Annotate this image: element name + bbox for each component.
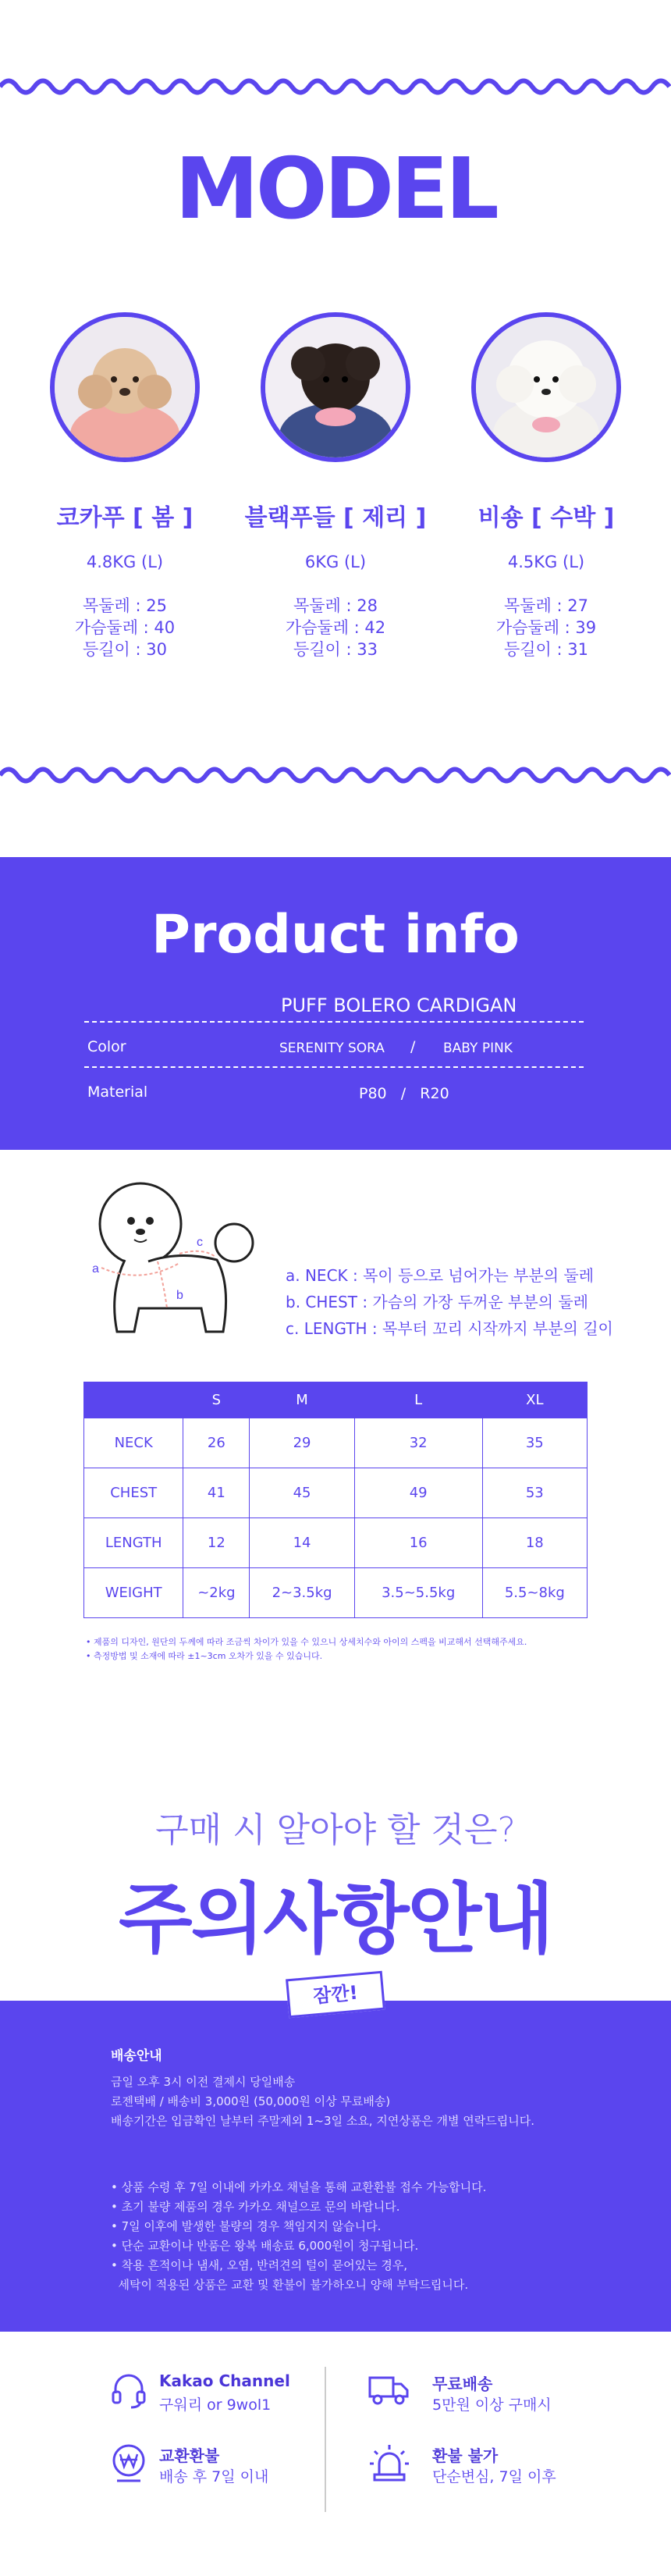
table-row — [84, 1468, 588, 1518]
model-neck: 목둘레 : 28 — [293, 596, 378, 615]
wave-divider-bottom — [0, 763, 671, 787]
table-cell: WEIGHT — [84, 1568, 183, 1618]
exchange-line: • 7일 이후에 발생한 불량의 경우 책임지지 않습니다. — [111, 2219, 382, 2233]
measure-chest-text: b. CHEST : 가슴의 가장 두꺼운 부분의 둘레 — [286, 1293, 589, 1311]
shipping-line: 로젠택배 / 배송비 3,000원 (50,000원 이상 무료배송) — [111, 2094, 391, 2108]
table-cell: 49 — [354, 1468, 482, 1518]
exchange-line: • 상품 수령 후 7일 이내에 카카오 채널을 통해 교환환불 접수 가능합니다. — [111, 2180, 487, 2194]
footer-title: 환불 불가 — [432, 2446, 499, 2465]
color-value-1: SERENITY SORA — [279, 1041, 385, 1056]
model-photo-bom — [50, 312, 200, 462]
notice-subtitle: 구매 시 알아야 할 것은? — [155, 1810, 516, 1850]
model-card-jerry — [226, 312, 445, 660]
model-stats — [437, 595, 655, 660]
model-weight: 4.5KG (L) — [507, 553, 585, 571]
footer-sub: 5만원 이상 구매시 — [432, 2396, 552, 2414]
dog-measure-illustration — [86, 1176, 273, 1355]
table-cell: 53 — [482, 1468, 587, 1518]
table-cell: 14 — [250, 1518, 354, 1568]
model-chest: 가슴둘레 : 40 — [74, 618, 176, 637]
exchange-line: • 단순 교환이나 반품은 왕복 배송료 6,000원이 청구됩니다. — [111, 2239, 419, 2253]
size-note: • 측정방법 및 소재에 따라 ±1~3cm 오차가 있을 수 있습니다. — [86, 1651, 323, 1661]
exchange-line: • 착용 흔적이나 냄새, 오염, 반려견의 털이 묻어있는 경우, — [111, 2258, 408, 2272]
table-header-cell: XL — [482, 1382, 587, 1418]
truck-icon — [367, 2370, 410, 2409]
product-info-title: Product info — [151, 904, 520, 966]
footer-sub: 배송 후 7일 이내 — [159, 2468, 269, 2485]
table-cell: NECK — [84, 1418, 183, 1468]
table-header-cell: M — [250, 1382, 354, 1418]
table-cell: 12 — [183, 1518, 250, 1568]
table-cell: 29 — [250, 1418, 354, 1468]
table-cell: 18 — [482, 1518, 587, 1568]
model-stats — [226, 595, 445, 660]
footer-divider — [325, 2367, 326, 2512]
table-cell: 26 — [183, 1418, 250, 1468]
material-label: Material — [87, 1083, 148, 1101]
wait-badge: 잠깐! — [286, 1971, 385, 2019]
product-name: PUFF BOLERO CARDIGAN — [281, 994, 517, 1016]
label-b: b — [176, 1289, 183, 1302]
table-cell: 41 — [183, 1468, 250, 1518]
color-separator: / — [410, 1038, 416, 1055]
siren-icon — [368, 2442, 410, 2484]
shipping-line: 금일 오후 3시 이전 결제시 당일배송 — [111, 2075, 296, 2089]
table-cell: 16 — [354, 1518, 482, 1568]
model-chest: 가슴둘레 : 39 — [495, 618, 597, 637]
model-card-subak — [437, 312, 655, 660]
size-note: • 제품의 디자인, 원단의 두께에 따라 조금씩 차이가 있을 수 있으니 상세치수와 아이의 스펙을 비교해서 선택해주세요. — [86, 1637, 527, 1647]
divider-dashed — [84, 1066, 584, 1068]
divider-dashed — [84, 1021, 584, 1023]
model-chest: 가슴둘레 : 42 — [285, 618, 386, 637]
table-header-row — [84, 1382, 588, 1418]
shipping-line: 배송기간은 입금확인 날부터 주말제외 1~3일 소요, 지연상품은 개별 연락드립니다. — [111, 2114, 535, 2128]
model-weight: 6KG (L) — [304, 553, 367, 571]
material-value: P80 / R20 — [359, 1085, 449, 1102]
exchange-line: 세탁이 적용된 상품은 교환 및 환불이 불가하오니 양해 부탁드립니다. — [111, 2278, 469, 2292]
model-stats — [16, 595, 234, 660]
table-header-cell: L — [354, 1382, 482, 1418]
color-label: Color — [87, 1038, 126, 1055]
table-cell: LENGTH — [84, 1518, 183, 1568]
exchange-line: • 초기 불량 제품의 경우 카카오 채널으로 문의 바랍니다. — [111, 2200, 400, 2214]
model-photo-jerry — [261, 312, 410, 462]
size-table — [83, 1382, 588, 1618]
model-length: 등길이 : 33 — [293, 640, 378, 659]
table-cell: 3.5~5.5kg — [354, 1568, 482, 1618]
table-cell: 2~3.5kg — [250, 1568, 354, 1618]
table-header-cell — [84, 1382, 183, 1418]
model-name: 블랙푸들 [ 제리 ] — [244, 504, 427, 532]
model-neck: 목둘레 : 27 — [503, 596, 588, 615]
table-cell: 5.5~8kg — [482, 1568, 587, 1618]
wave-divider-top — [0, 75, 671, 98]
table-cell: 32 — [354, 1418, 482, 1468]
table-cell: ~2kg — [183, 1568, 250, 1618]
measure-neck-text: a. NECK : 목이 등으로 넘어가는 부분의 둘레 — [286, 1266, 595, 1285]
model-length: 등길이 : 31 — [503, 640, 588, 659]
footer-sub: 단순변심, 7일 이후 — [432, 2468, 556, 2485]
table-row — [84, 1568, 588, 1618]
table-row — [84, 1418, 588, 1468]
model-card-bom — [16, 312, 234, 660]
footer-title: 무료배송 — [432, 2375, 493, 2393]
model-name: 비숑 [ 수박 ] — [478, 504, 615, 532]
footer-sub: 구워리 or 9wol1 — [159, 2396, 272, 2414]
color-value-2: BABY PINK — [443, 1041, 513, 1056]
won-coin-icon — [109, 2443, 148, 2485]
model-weight: 4.8KG (L) — [86, 553, 164, 571]
model-length: 등길이 : 30 — [82, 640, 167, 659]
table-row — [84, 1518, 588, 1568]
model-title: MODEL — [175, 141, 496, 238]
table-header-cell: S — [183, 1382, 250, 1418]
table-cell: 35 — [482, 1418, 587, 1468]
headset-icon — [109, 2371, 148, 2411]
model-name: 코카푸 [ 봄 ] — [56, 504, 193, 532]
notice-title: 주의사항안내 — [118, 1875, 552, 1964]
footer-title: Kakao Channel — [159, 2371, 290, 2390]
model-photo-subak — [471, 312, 621, 462]
model-neck: 목둘레 : 25 — [82, 596, 167, 615]
footer-title: 교환환불 — [159, 2446, 220, 2465]
table-cell: 45 — [250, 1468, 354, 1518]
shipping-heading: 배송안내 — [111, 2048, 162, 2064]
label-a: a — [92, 1262, 99, 1276]
label-c: c — [197, 1236, 203, 1249]
table-cell: CHEST — [84, 1468, 183, 1518]
measure-length-text: c. LENGTH : 목부터 꼬리 시작까지 부분의 길이 — [286, 1319, 613, 1338]
